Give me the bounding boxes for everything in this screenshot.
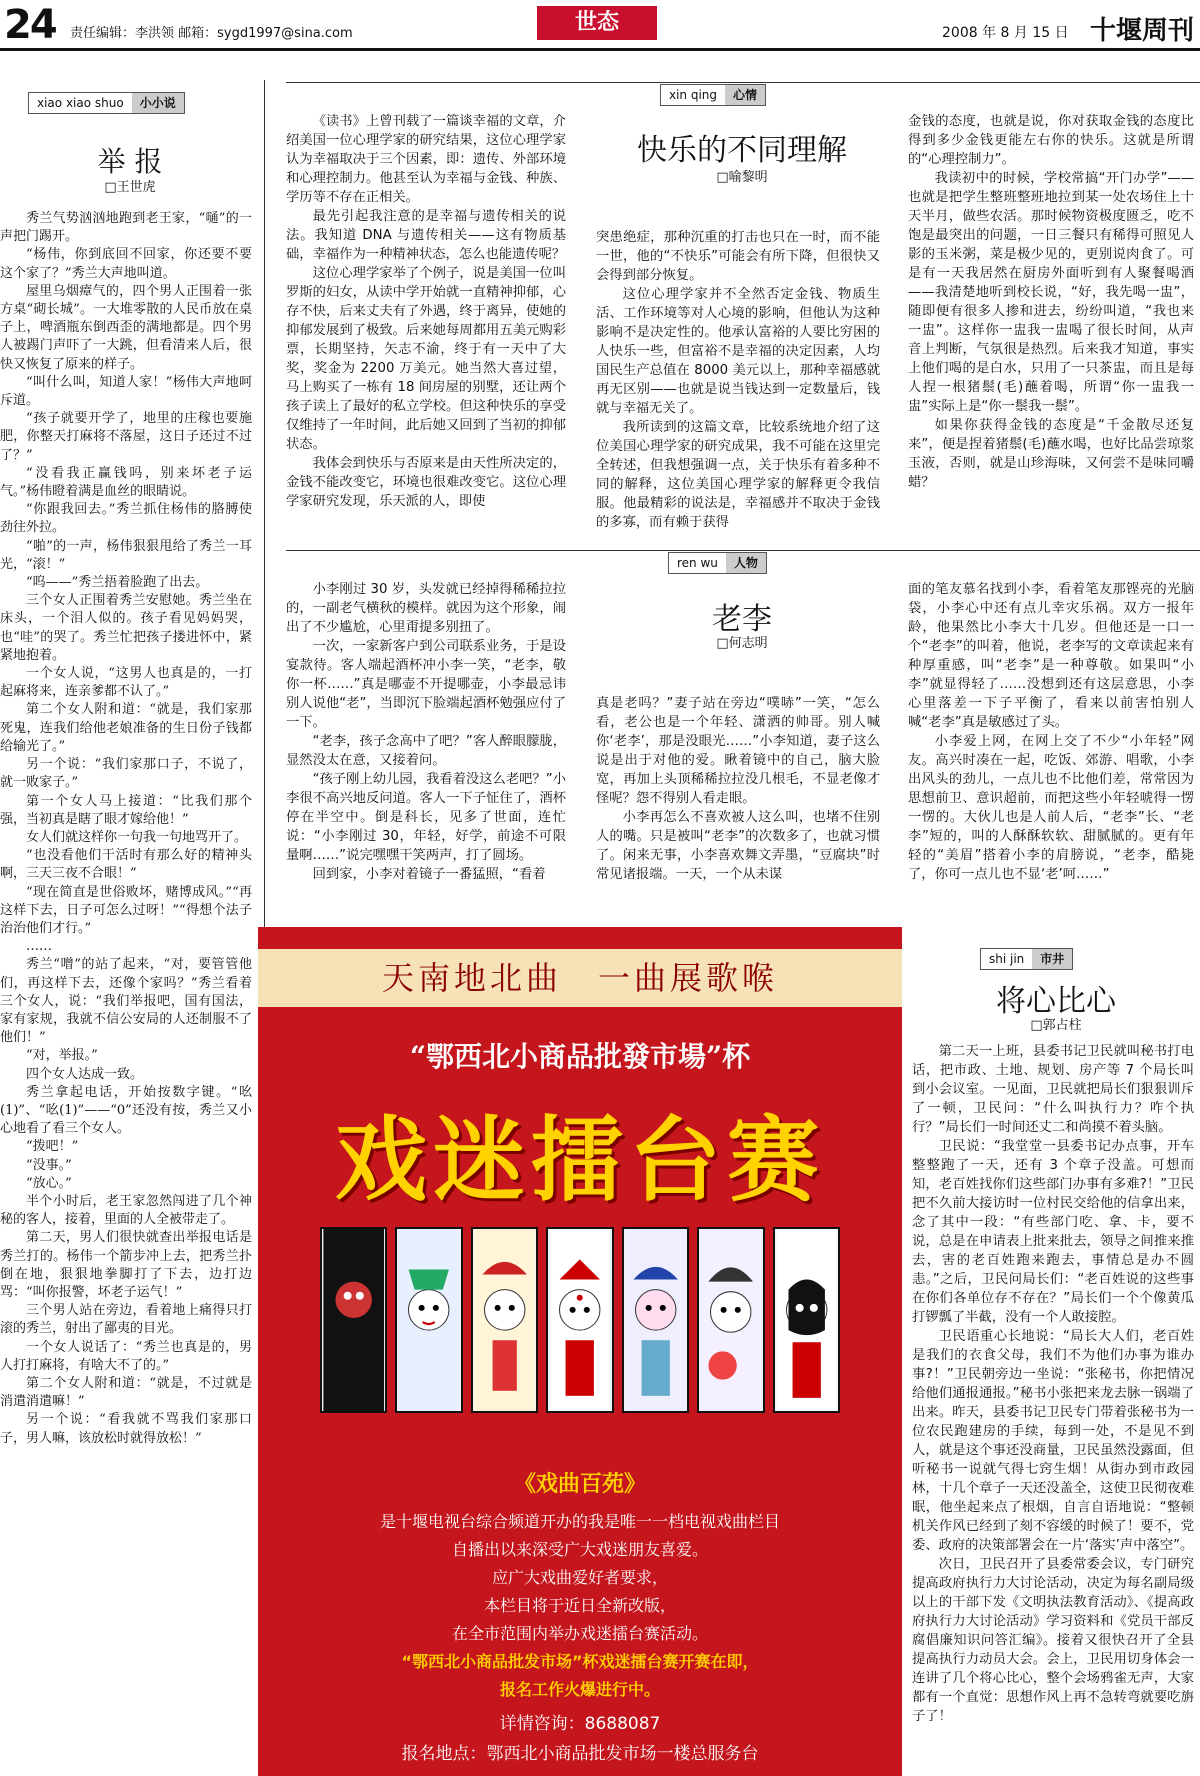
tag-pinyin: ren wu	[669, 553, 726, 573]
paragraph: 四个女人达成一致。	[26, 1066, 144, 1082]
paragraph: 我所读到的这篇文章，比较系统地介绍了这位美国心理学家的研究成果，我不可能在这里完全转述，但我想强调一点，关于快乐有着多种不同的解释，这位美国心理学家的解释更令我信服。他最精彩的说法是，幸福感并不取决于金钱的多寡，而有赖于获得	[596, 420, 880, 530]
issue-date: 2008 年 8 月 15 日	[942, 25, 1069, 41]
paragraph: 小李再怎么不喜欢被人这么叫，也堵不住别人的嘴。只是被叫“老李”的次数多了，也就习惯了。闲来无事，小李喜欢舞文弄墨，“豆腐块”时常见诸报端。一天，一个从未谋	[596, 810, 880, 882]
paragraph: “孩子刚上幼儿园，我看着没这么老吧？”小李很不高兴地反问道。客人一下子怔住了，酒杯停在半空中。倒是科长，见多了世面，连忙说：“小李刚过 30，年轻，好学，前途不可限量啊……”说完嘿嘿干笑两声，打了圆场。	[286, 772, 566, 863]
paragraph: 屋里乌烟瘴气的，四个男人正围着一张方桌“砌长城”。一大堆零散的人民币放在桌子上，啤酒瓶东倒西歪的满地都是。四个男人被踢门声吓了一大跳，但看清来人后，很快又恢复了原来的样子。	[0, 283, 252, 372]
section-rule	[286, 550, 1200, 551]
paragraph: 突患绝症，那种沉重的打击也只在一时，而不能一世，他的“不快乐”可能会有所下降，但很快又会得到部分恢复。	[596, 230, 880, 283]
story-author: □王世虎	[104, 180, 156, 195]
paragraph: “杨伟，你到底回不回家，你还要不要这个家了？”秀兰大声地叫道。	[0, 247, 252, 281]
paragraph: “对，举报。”	[26, 1048, 98, 1064]
paragraph: 次日，卫民召开了县委常委会议，专门研究提高政府执行力大讨论活动，决定为每名副局级以上的干部下发《文明执法教育活动》、《提高政府执行力大讨论活动》学习资料和《党员干部反腐倡廉知识问答汇编》。接着又很快召开了全县提高执行力动员大会。会上，卫民用切身体会一连讲了几个将心比心，整个会场鸦雀无声，大家都有一个直觉：思想作风上再不急转弯就要吃旃子了！	[912, 1557, 1194, 1724]
paragraph: 小李刚过 30 岁，头发就已经掉得稀稀拉拉的，一副老气横秋的模样。就因为这个形象，闹出了不少尴尬，心里甭提多别扭了。	[286, 582, 566, 635]
paragraph: “呜——”秀兰捂着脸跑了出去。	[26, 575, 209, 591]
paragraph: 三个女人正围着秀兰安慰她。秀兰坐在床头，一个泪人似的。孩子看见妈妈哭，也“哇”的哭了。秀兰忙把孩子搂进怀中，紧紧地抱着。	[0, 593, 252, 663]
opera-mask-illustration	[697, 1227, 764, 1413]
paragraph: “你跟我回去。”秀兰抓住杨伟的胳膊使劲往外拉。	[0, 502, 252, 536]
paragraph: “没看我正赢钱吗，别来坏老子运气。”杨伟瞪着满是血丝的眼睛说。	[0, 465, 252, 500]
paragraph: 小李爱上网，在网上交了不少“小年轻”网友。高兴时凑在一起，吃饭、郊游、唱歌，小李出风头的劲儿，一点儿也不比他们差，常常因为思想前卫、意识超前，而把这些小年轻唬得一愣一愣的。大伙儿也是人前人后，“老李”长、“老李”短的，叫的人酥酥软软、甜腻腻的。更有年轻的“美眉”搭着小李的肩膀说，“老李，酷毙了，你可一点儿也不显‘老’呵……”	[908, 734, 1194, 882]
tag-chinese: 市井	[1032, 949, 1072, 969]
paragraph: “放心。”	[26, 1175, 72, 1191]
article-body	[912, 1042, 1194, 1766]
paragraph: 我读初中的时候，学校常搞“开门办学”——也就是把学生整班整班地拉到某一处农场住上十天半月，做些农活。那时候物资极度匮乏，吃不饱是最突出的问题，一日三餐只有稀得可照见人影的玉米粥，菜是极少见的，更别说肉食了。可是有一天我居然在厨房外面听到有人聚餐喝酒——我清楚地听到校长说，“好，我先喝一盅”，随即便有很多人掺和进去，纷纷叫道，“我也来一盅”。这样你一盅我一盅喝了很长时间，从声音上判断，气氛很是热烈。后来我才知道，事实上他们喝的是白水，只用了一只茶盅，而且是每人捏一根猪鬃(毛)蘸着喝，所谓“你一盅我一盅”实际上是“你一鬃我一鬃”。	[908, 171, 1194, 414]
paragraph: 秀兰气势汹汹地跑到老王家，“嗵”的一声把门踢开。	[0, 211, 252, 245]
paragraph: 另一个说：“我们家那口子，不说了，就一败家子。”	[0, 757, 252, 791]
section-tag-xinqing	[660, 84, 766, 106]
section-tag-shijin	[980, 948, 1073, 970]
paragraph: “啪”的一声，杨伟狠狠甩给了秀兰一耳光，“滚！”	[0, 538, 252, 572]
article-column	[596, 694, 880, 908]
article-author: □郭占柱	[1030, 1018, 1082, 1033]
article-title: 老李	[712, 602, 772, 637]
article-column	[286, 112, 566, 532]
section-tag-renwu	[668, 552, 767, 574]
paragraph: “没事。”	[26, 1157, 72, 1173]
paragraph: 我体会到快乐与否原来是由天性所决定的，金钱不能改变它，环境也很难改变它。这位心理学家研究发现，乐天派的人，即使	[286, 456, 566, 509]
paragraph: “也没看他们干活时有那么好的精神头啊，三天三夜不合眼！”	[0, 848, 252, 882]
paragraph: 真是老吗？”妻子站在旁边“噗哧”一笑，“怎么看，老公也是一个年轻、潇洒的帅哥。别人喊你‘老李’，那是没眼光……”小李知道，妻子这么说是出于对他的爱。瞅着镜中的自己，脑大脸宽，再加上头顶稀稀拉拉没几根毛，不显老像才怪呢？怨不得别人看走眼。	[596, 696, 880, 806]
ad-main-title: 戏迷擂台赛	[334, 1106, 825, 1214]
opera-mask-illustration	[546, 1227, 613, 1413]
paragraph: 三个男人站在旁边，看着地上痛得只打滚的秀兰，射出了鄙夷的目光。	[0, 1303, 252, 1337]
ad-text-line: 在全市范围内举办戏迷擂台赛活动。	[451, 1624, 708, 1643]
paper-name: 十堰周刊	[1090, 16, 1195, 46]
tag-chinese: 心情	[725, 85, 765, 105]
paragraph: ……	[26, 939, 52, 955]
paragraph: 一个女人说话了：“秀兰也真是的，男人打打麻将，有啥大不了的。”	[0, 1339, 252, 1373]
article-author: □何志明	[716, 636, 768, 651]
section-tag-xiaoxiaoshuo	[28, 92, 185, 114]
article-column	[596, 228, 880, 532]
paragraph: 另一个说：“看我就不骂我们家那口子，男人嘛，该放松时就得放松！”	[0, 1412, 252, 1446]
opera-mask-illustration	[395, 1227, 462, 1413]
article-title: 将心比心	[996, 984, 1116, 1019]
section-rule	[286, 82, 1200, 83]
paragraph: “现在简直是世俗败坏，赌博成风。”“再这样下去，日子可怎么过呀！”“得想个法子治治他们才行。”	[0, 884, 252, 936]
paragraph: 女人们就这样你一句我一句地骂开了。	[26, 829, 248, 845]
editor-line: 责任编辑：李洪领 邮箱：sygd1997@sina.com	[70, 26, 353, 41]
paragraph: 半个小时后，老王家忽然闯进了几个神秘的客人，接着，里面的人全被带走了。	[0, 1193, 252, 1228]
paragraph: “拨吧！”	[26, 1139, 79, 1155]
paragraph: 第二个女人附和道：“就是，我们家那死鬼，连我们给他老娘准备的生日份子钱都给输光了。”	[0, 702, 252, 754]
ad-phone: 详情咨询：8688087	[499, 1714, 661, 1734]
tag-chinese: 小小说	[132, 93, 184, 113]
ad-text-line: 本栏目将于近日全新改版，	[483, 1596, 676, 1615]
article-column	[908, 580, 1194, 908]
story-body	[0, 210, 252, 1766]
section-tag: 世态	[537, 6, 657, 40]
opera-mask-panels	[320, 1227, 840, 1413]
paragraph: 第一个女人马上接道：“比我们那个强，当初真是瞎了眼才嫁给他！”	[0, 793, 252, 827]
paragraph: 这位心理学家举了个例子，说是美国一位叫罗斯的妇女，从读中学开始就一直精神抑郁，心存不快，后来丈夫有了外遇，终于离异，使她的抑郁发展到了极致。后来她每周都用五美元购彩票，长期坚持，矢志不渝，终于有一天中了大奖，奖金为 2200 万美元。她当然大喜过望，马上购买了一栋有 18 间房屋的别墅，还让两个孩子读上了最好的私立学校。但这种快乐的享受仅维持了一年时间，此后她又回到了当初的抑郁状态。	[286, 266, 566, 452]
page-number: 24	[4, 2, 56, 48]
paragraph: 卫民语重心长地说：“局长大人们，老百姓是我们的衣食父母，我们不为他们办事为谁办事?！”卫民朝旁边一坐说：“张秘书，你把情况给他们通报通报。”秘书小张把来龙去脉一锅端了出来。昨天，县委书记卫民专门带着张秘书为一位农民跑建房的手续，每到一处，不是见不到人，就是这个事还没商量，卫民虽然没露面，但听秘书一说就气得七窍生烟！从街办到市政园林，十几个章子一天还没盖全，这使卫民彻夜难眠，他坐起来点了根烟，自言自语地说：“整顿机关作风已经到了刻不容缓的时候了！要不，党委、政府的决策部署会在一片‘落实’声中落空”。	[912, 1329, 1194, 1553]
ad-address: 报名地点：鄂西北小商品批发市场一楼总服务台	[401, 1744, 759, 1764]
paragraph: 卫民说：“我堂堂一县委书记办点事，开车整整跑了一天，还有 3 个章子没盖。可想而知，老百姓找你们这些部门办事有多难?！”卫民把不久前大接访时一位村民交给他的信拿出来，念了其中一段：“有些部门吃、拿、卡，要不说，总是在申请表上批来批去，领导之间推来推去，害的老百姓跑来跑去，事情总是办不圆恚。”之后，卫民问局长们：“老百姓说的这些事在你们各单位存不存在？”局长们一个个像黄瓜打锣瓢了半截，没有一个人敢接腔。	[912, 1139, 1194, 1325]
ad-program-name: 《戏曲百苑》	[513, 1472, 646, 1497]
opera-contest-ad	[258, 927, 902, 1776]
paragraph: 最先引起我注意的是幸福与遗传相关的说法。我知道 DNA 与遗传相关——这有物质基础，幸福作为一种精神状态，怎么也能遗传呢？	[286, 209, 566, 262]
page-header	[0, 0, 1200, 51]
ad-text-line: 应广大戏曲爱好者要求，	[491, 1568, 668, 1587]
paragraph: 秀兰“噌”的站了起来，“对，要管管他们，再这样下去，还像个家吗？”秀兰看着三个女人，说：“我们举报吧，国有国法，家有家规，我就不信公安局的人还制服不了他们！”	[0, 957, 252, 1046]
opera-mask-illustration	[320, 1227, 387, 1413]
paragraph: 秀兰拿起电话，开始按数字键。“吆(1)”、“吆(1)”——“0”还没有按，秀兰又小心地看了看三个女人。	[0, 1084, 252, 1137]
paragraph: “叫什么叫，知道人家！”杨伟大声地呵斥道。	[0, 374, 252, 409]
ad-text-line: 报名工作火爆进行中。	[499, 1680, 660, 1699]
opera-mask-illustration	[471, 1227, 538, 1413]
paragraph: 一个女人说，“这男人也真是的，一打起麻将来，连亲爹都不认了。”	[0, 666, 252, 700]
paragraph: 一次，一家新客户到公司联系业务，于是设宴款待。客人端起酒杯冲小李一笑，“老李，敬你一杯……”真是哪壶不开提哪壶，小李最忌讳别人说他“老”，当即沉下脸端起酒杯勉强应付了一下。	[286, 639, 566, 730]
article-column	[286, 580, 566, 908]
paragraph: “孩子就要开学了，地里的庄稼也要施肥，你整天打麻将不落屋，这日子还过不过了？”	[0, 411, 252, 463]
opera-mask-illustration	[773, 1227, 840, 1413]
ad-text-line: “鄂西北小商品批发市场”杯戏迷擂台赛开赛在即，	[401, 1652, 759, 1671]
ad-banner: 天南地北曲 一曲展歌喉	[258, 949, 902, 1007]
opera-mask-illustration	[622, 1227, 689, 1413]
article-column	[908, 112, 1194, 532]
paragraph: 第二天一上班，县委书记卫民就叫秘书打电话，把市政、土地、规划、房产等 7 个局长叫到小会议室。一见面，卫民就把局长们狠狠训斥了一顿，卫民问：“什么叫执行力？咋个执行？”局长们一时间还丈二和尚摸不着头脑。	[912, 1044, 1194, 1135]
paragraph: 如果你获得金钱的态度是“千金散尽还复来”，便是捏着猪鬃(毛)蘸水喝，也好比品尝琼浆玉液，否则，就是山珍海味，又何尝不是味同嚼蜡？	[908, 418, 1194, 490]
paragraph: 面的笔友慕名找到小李，看着笔友那铿亮的光脑袋，小李心中还有点儿幸灾乐祸。双方一报年龄，他果然比小李大十几岁。但他还是一口一个“老李”的叫着，他说，老李写的文章读起来有种厚重感，叫“老李”是一种尊敬。如果叫“小李”就显得轻了……没想到还有这层意思，小李心里落差一下子平衡了，看来以前害怕别人喊“老李”真是敏感过了头。	[908, 582, 1194, 730]
tag-chinese: 人物	[726, 553, 766, 573]
article-author: □喻黎明	[716, 170, 768, 185]
tag-pinyin: shi jin	[981, 949, 1032, 969]
tag-pinyin: xiao xiao shuo	[29, 93, 132, 113]
ad-text-line: 自播出以来深受广大戏迷朋友喜爱。	[451, 1540, 708, 1559]
ad-subtitle: “鄂西北小商品批發市場”杯	[409, 1040, 751, 1073]
paragraph: 金钱的态度，也就是说，你对获取金钱的态度比得到多少金钱更能左右你的快乐。这就是所谓的“心理控制力”。	[908, 114, 1194, 167]
paragraph: 第二天，男人们很快就查出举报电话是秀兰打的。杨伟一个箭步冲上去，把秀兰扑倒在地，狠狠地拳脚打了下去，边打边骂：“叫你报警，坏老子运气！”	[0, 1230, 252, 1300]
paragraph: 这位心理学家并不全然否定金钱、物质生活、工作环境等对人心境的影响，但他认为这种影响不是决定性的。他承认富裕的人要比穷困的人快乐一些，但富裕不是幸福的决定因素，人均国民生产总值在 8000 美元以上，那种幸福感就再无区别——也就是说当钱达到一定数量后，钱就与幸福无关了。	[596, 287, 880, 416]
article-title: 快乐的不同理解	[637, 133, 847, 168]
paragraph: 第二个女人附和道：“就是，不过就是消遣消遣嘛！”	[0, 1376, 252, 1410]
paragraph: 《读书》上曾刊载了一篇谈幸福的文章，介绍美国一位心理学家的研究结果，这位心理学家认为幸福取决于三个因素，即：遗传、外部环境和心理控制力。他甚至认为幸福与金钱、种族、学历等不存在正相关。	[286, 114, 566, 205]
paragraph: 回到家，小李对着镜子一番猛照，“看着	[312, 867, 546, 882]
paragraph: “老李，孩子念高中了吧？”客人醉眼朦胧，显然没太在意，又接着问。	[286, 734, 566, 768]
ad-text-line: 是十堰电视台综合频道开办的我是唯一一档电视戏曲栏目	[379, 1512, 780, 1531]
tag-pinyin: xin qing	[661, 85, 725, 105]
story-title: 举 报	[97, 145, 163, 178]
